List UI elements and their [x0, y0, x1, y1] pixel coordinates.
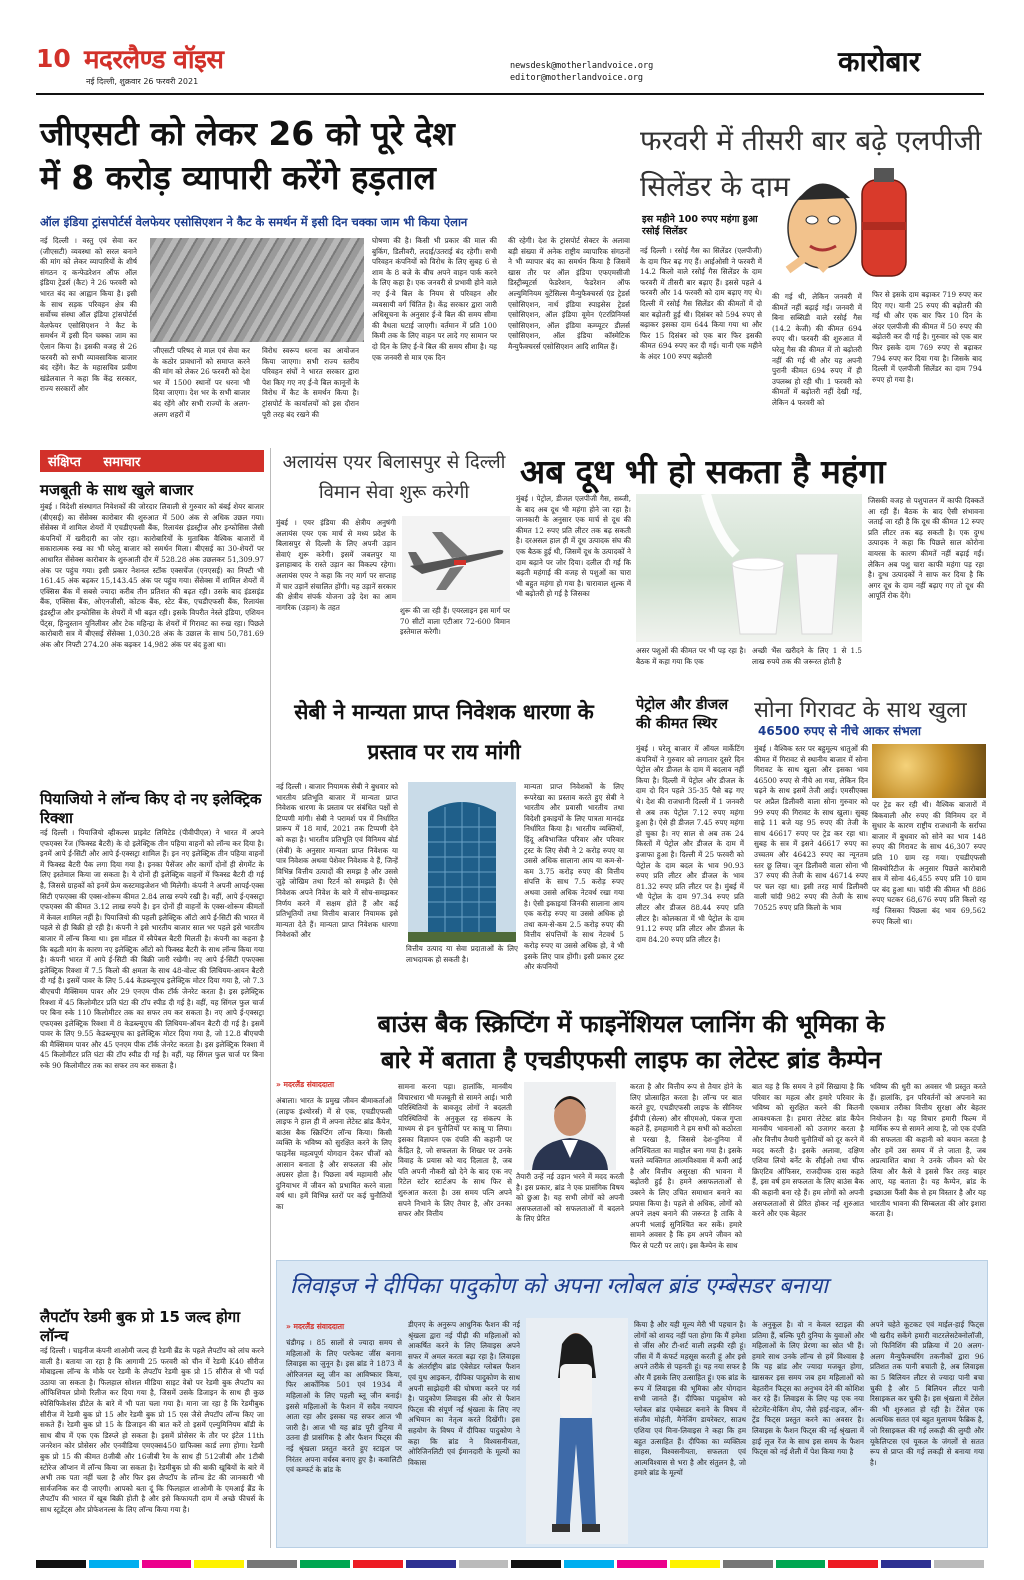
gold-jewellery-photo — [872, 744, 986, 798]
hdfc-column-5: बात यह है कि समय ने हमें सिखाया है कि परिवार का महत्व और हमारे परिवार के भविष्य को सुरक्षित करने की कितनी आवश्यकता है। हमारा लेटेस्ट ब्रांड कैंपेन मानवीय भावनाओं को उजागर करता है और वित्तीय तैयारी चुनौतियों को दूर करने में मदद करती है। इसके अलावा, दक्षिण एशिया लियो बर्नेट के सीईओ तथा चीफ क्रिएटिव ऑफिसर, राजदीपक दास कहते हैं, इस वर्ष हम सफलता के लिए बाउंस बैक की कहानी बना रहे हैं। हम लोगों को अपनी असफलताओं से प्रेरित होकर नई शुरुआत करने और एक बेहतर — [752, 1082, 864, 1219]
column-divider — [270, 448, 271, 1548]
hdfc-headline-line2: बारे में बताता है एचडीएफसी लाइफ का लेटेस्ट ब्रांड कैम्पेन — [380, 1046, 882, 1074]
hdfc-headline-line1: बाउंस बैक स्क्रिप्टिंग में फाइनेंशियल प्लानिंग की भूमिका के — [377, 1010, 885, 1038]
sebi-headline: सेबी ने मान्यता प्राप्त निवेशक धारणा के प्रस्ताव पर राय मांगी — [294, 700, 594, 764]
gst-headline — [40, 112, 630, 200]
levis-column-4: के अनुकूल है। वो न केवल स्टाइल की प्रतिमा हैं, बल्कि पूरी दुनिया के युवाओं और महिलाओं के लिए प्रेरणा का स्रोत भी हैं। हमारे साथ उनके लॉन्च से हमें विश्वास है कि यह ब्रांड और ज्यादा मजबूत होगा, खासकर इस समय जब हम महिलाओं को बेहतरीन फिट्स का अनुभव देने की कोशिश कर रहे हैं। लिवाइस के लिए यह एक नया स्टेटमेंट-मेकिंग शेप, जैसे हाई-राइज, ऑन-ट्रेंड फिट्स प्रस्तुत करने का अवसर है। लिवाइस के फैशन फिट्स की नई श्रृंखला में हाई लूज रेंज के साथ इस समय के फैशन फिट्स को नई शैली में पेश किया गया है — [752, 1320, 864, 1457]
executive-portrait-photo — [524, 1082, 616, 1170]
section-title: कारोबार — [838, 45, 921, 78]
dateline: नई दिल्ली, शुक्रवार 26 फरवरी 2021 — [86, 77, 199, 86]
gold-column-2: पर ट्रेड कर रही थी। वैश्विक बाजारों में बिकवाली और रुपए की विनिमय दर में सुधार के कारण राष्ट्रीय राजधानी के सर्राफा बाजार में बुधवार को सोने का भाव 148 रुपए की गिरावट के साथ 46,307 रुपए प्रति 10 ग्राम रह गया। एचडीएफसी सिक्योरिटीज के अनुसार पिछले कारोबारी सत्र में सोना 46,455 रुपए प्रति 10 ग्राम पर बंद हुआ था। चांदी की कीमत भी 886 रुपए घटकर 68,676 रुपए प्रति किलो रह गई जिसका पिछला बंद भाव 69,562 रुपए किलो था। — [872, 800, 986, 926]
milk-column-2: असर पशुओं की कीमत पर भी पड़ रहा है। बैठक में कहा गया कि एक — [636, 646, 746, 666]
newspaper-brand: मदरलैण्ड वॉइस — [84, 45, 224, 75]
milk-glass-photo — [636, 494, 862, 642]
levis-column-2: डीएनए के अनुरूप आधुनिक फैशन की नई श्रृंखला द्वारा नई पीढ़ी की महिलाओं को आकर्षित करने के लिए लिवाइस अपने सफर में अमल करता बढ़ा रहा है। लिवाइस के अंतर्राष्ट्रीय ब्रांड एंबेसेडर ग्लोबल फैशन एवं युथ आइकन, दीपिका पादुकोण के साथ अपनी साझेदारी की घोषणा करने पर गर्व है। पादुकोण लिवाइस की ओर से फैशन फिट्स की संपूर्ण नई श्रृंखला के लिए नए अभियान का नेतृत्व करते दिखेंगी। इस सहयोग के विषय में दीपिका पादुकोण ने कहा कि ब्रांड ने विश्वसनीयता, ओरिजिनलिटी एवं ईमानदारी के मूल्यों का विकास — [408, 1320, 520, 1467]
levis-column-5: अपने चहेते कूटकट एवं माईल-हाई फिट्स भी खरीद सकेंगे हमारी वाटरलेसटेक्नोलॉजी, जो फिनिशिंग की प्रक्रिया में 20 अलग-अलग मैन्युफैक्चरिंग तकनीकों द्वारा 96 प्रतिशत तक पानी बचाती है, अब लिवाइस का 5 बिलियन लीटर से ज्यादा पानी बचा चुकी है और 5 बिलियन लीटर पानी रिसाइकल कर चुकी है। इस श्रृंखला में टेंसेल की भी शुरुआत हो रही है। टेंसेल एक अत्यधिक सतत एवं बहुत मुलायम फैब्रिक है, जो रिसाइकल की गई लकड़ी की लुग्दी और यूकेलिप्टस एवं यूकल के जंगलों से सतत रूप से प्राप्त की गई लकड़ी से बनाया गया है। — [870, 1320, 984, 1467]
brief-2-body: नई दिल्ली । पियाजियो व्हीकल्स प्राइवेट लिमिटेड (पीवीपीएल) ने भारत में अपने एफएक्स रेंज (फिक्स्ड बैटरी) के दो इलेक्ट्रिक तीन पहिया वाहनों को लॉन्च कर दिया है। इनमें आपे ई-सिटी और आपे ई-एक्सट्रा शामिल हैं। इन नए इलेक्ट्रिक तीन पहिया वाहनों में फिक्स्ड बैटरी पैक लगा दिया गया है। इनका पैसेंजर और कार्गो दोनों ही सेगमेंट के लिए इस्तेमाल किया जा सकता है। ये दोनों ही इलेक्ट्रिक वाहनों में फिक्स्ड बैटरी दी गई है, जिससे ग्राहकों को इनमें फ्रेम कस्टमाइजेशन भी मिलेगी। कंपनी ने अपनी आपई-एक्स सिटी एफएक्स की एक्स-शोरूम कीमत 2.84 लाख रुपये रखी है। वहीं, आपे ई-एक्सट्रा एफएक्स की कीमत 3.12 लाख रुपये है। इन दोनों ही वाहनों के एक्स-शोरूम कीमतों में केवल शामिल नहीं है। पियाजियो की पहली इलेक्ट्रिक ऑटो आपे ई-सिटी की भारत में पहले से ही बिक्री हो रही है। कंपनी ने इसे भारतीय बाजार साल भर पहले इसे भारतीय बाजार में लॉन्च किया था। इस मॉडल में स्वैपेबल बैटरी मिलती है। कंपनी का कहना है कि बढ़ती मांग के कारण नए इलेक्ट्रिक ऑटो को फिक्स्ड बैटरी के साथ लॉन्च किया गया है। कंपनी भारत में आपे ई-सिटी की बिक्री जारी रखेगी। नए आपे ई-सिटी एफएक्स इलेक्ट्रिक रिक्शा में 7.5 किलो की क्षमता के साथ 48-वोल्ट की लिथियम-आयन बैटरी दी गई है। इसमें पावर के लिए 5.44 केडब्ल्यूएच इलेक्ट्रिक मोटर दिया गया है, जो 7.3 बीएचपी मैक्सिमम पावर और 29 एनएम पीक टॉर्क जेनरेट करता है। इस इलेक्ट्रिक रिक्शा में 45 किलोमीटर प्रति घंटा की टॉप स्पीड दी गई है। वहीं, यह सिंगल फुल चार्ज पर बिना रुके 110 किलोमीटर तक का सफर तय कर सकता है। नए आपे ई-एक्सट्रा एफएक्स इलेक्ट्रिक रिक्शा में 8 केडब्ल्यूएच की लिथियम-ऑयन बैटरी दी गई है। इसमें पावर के लिए 9.55 केडब्ल्यूएच का इलेक्ट्रिक मोटर दिया गया है, जो 12.8 बीएचपी की मैक्सिमम पावर और 45 एनएम पीक टॉर्क जेनरेट करता है। इस इलेक्ट्रिक रिक्शा में 45 किलोमीटर प्रति घंटा की टॉप स्पीड दी गई है। वहीं, यह सिंगल फुल चार्ज पर बिना रुके 90 किलोमीटर तक का सफर तय कर सकता है। — [40, 828, 264, 1071]
hdfc-column-2: सामना करना पड़ा। हालांकि, मानवीय विचारधारा भी मजबूती से सामने आई। भारी परिस्थितियों के बावजूद लोगों ने बदलती परिस्थितियों के अनुकूल रह संकल्प के माध्यम से इन चुनौतियों पर काबू पा लिया। इसका विज्ञापन एक दंपति की कहानी पर केंद्रित है, जो सफलता के शिखर पर उनके विवाह के प्रयास को याद दिलाता है, जब पति अपनी नौकरी खो देने के बाद एक नए रिटेल स्टोर स्टार्टअप के साथ फिर से शुरुआत करता है। उस समय पत्नि अपने सपने निभाने के लिए तैयार है, और उनका सफर और वित्तीय — [398, 1082, 512, 1219]
hdfc-column-6: भविष्य की धुरी का अवसर भी प्रस्तुत करते हैं। हालांकि, इन परिवर्तनों को अपनाने का एकमात्र तरीका वित्तीय सुरक्षा और बेहतर नियोजन है। यह विचार हमारी फिल्म में मार्मिक रूप से सामने आया है, जो एक दंपति की सफलता की कहानी को बयान करता है और हमें उस समय में ले जाता है, जब अप्रत्याशित बाधा ने उनके जीवन को घेर लिया और कैसे वे इससे फिर तरह बाहर आए, यह बताता है। यह कैम्पेन, ब्रांड के इच्छाउस फैंसी बैक से हम विस्तार है और यह भारतीय भावना की सिम्बलता की ओर इशारा करता है। — [870, 1082, 986, 1219]
brief-1-body: मुंबई । विदेशी संस्थागत निवेशकों की जोरदार लिवाली से गुरुवार को बंबई शेयर बाजार (बीएसई) का सेंसेक्स कारोबार की शुरुआत में 500 अंक से अधिक उछल गया। सेंसेक्स में शामिल शेयरों में एचडीएफसी बैंक, रिलायंस इंडस्ट्रीज और इन्फोसिस जैसी कंपनियों में खरीदारी का जोर रहा। कारोबारियों के मुताबिक वैश्विक बाजारों में सकारात्मक रुख का भी घरेलू बाजार को समर्थन मिला। बीएसई का 30-शेयरों पर आधारित सेंसेक्स कारोबार के शुरुआती दौर में 528.28 अंक उछलकर 51,309.97 अंक पर पहुंच गया। इसी प्रकार नेशनल स्टॉक एक्सचेंज (एनएसई) का निफ्टी भी 161.45 अंक बढ़कर 15,143.45 अंक पर पहुंच गया। सेंसेक्स में शामिल शेयरों में एक्सिस बैंक में सबसे ज्यादा करीब तीन प्रतिशत की बढ़त रही। उसके बाद इंडसइंड बैंक, एक्सिस बैंक, ओएनजीसी, कोटक बैंक, स्टेट बैंक, एचडीएफसी बैंक, रिलायंस इंडस्ट्रीज और इन्फोसिस के शेयरों में भी बढ़त रही। इसके विपरीत नेस्ले इंडिया, एशियन पेंट्स, हिन्दुस्तान यूनिलीवर और टेक महिन्द्रा के शेयरों में गिरावट का रुख रहा। पिछले कारोबारी सत्र में बीएसई सेंसेक्स 1,030.28 अंक के उछाल के साथ 50,781.69 अंक और निफ्टी 274.20 अंक बढ़कर 14,982 अंक पर बंद हुआ था। — [40, 502, 264, 649]
milk-column-4: जिसकी वजह से पशुपालन में काफी दिक्कतें आ रही हैं। बैठक के बाद ऐसी संभावना जताई जा रही है कि दूध की कीमत 12 रुपए प्रति लीटर तक बढ़ सकती है। एक दुग्ध उत्पादक ने कहा कि पिछले साल कोरोना वायरस के कारण कीमतें नहीं बढ़ाई गईं। लेकिन अब पशु चारा काफी महंगा पड़ रहा है। दुग्ध उत्पादकों ने साफ कर दिया है कि अगर दूध के दाम नहीं बढ़ाए गए तो दूध की आपूर्ति रोक देंगे। — [868, 496, 984, 601]
gst-column-1: नई दिल्ली । वस्तु एवं सेवा कर (जीएसटी) व्यवस्था को सरल बनाने की मांग को लेकर व्यापारियों के शीर्ष संगठन द कन्फेडरेशन ऑफ ऑल इंडिया ट्रेडर्स (कैट) ने 26 फरवरी को भारत बंद का आह्वान किया है। इसी के साथ सड़क परिवहन क्षेत्र की सर्वोच्च संस्था ऑल इंडिया ट्रांसपोर्टर्स वेलफेयर एसोसिएशन ने कैट के समर्थन में इसी दिन चक्का जाम का ऐलान किया है। इसकी वजह से 26 फरवरी को सभी व्यावसायिक बाजार बंद रहेंगे। कैट के महासचिव प्रवीण खंडेलवाल ने कहा कि केंद्र सरकार, राज्य सरकारों और — [40, 236, 137, 394]
levis-column-1: चंडीगढ़ । 85 सालों से ज्यादा समय से महिलाओं के लिए परफेक्ट जींस बनाना लिवाइस का जुनून है। इस ब्रांड ने 1873 में ओरिजनल ब्लू जीन का आविष्कार किया, फिर आर्कोनिक 501 एवं 1934 में महिलाओं के लिए पहली ब्लू जीन बनाई। इससे महिलाओं के फैशन में सदैव नयापन आता रहा और इसका यह सफर आज भी जारी है। आज भी यह ब्रांड पूरी दुनिया में उतना ही प्रासंगिक है और फैशन फिट्स की नई श्रृंखला प्रस्तुत करते हुए स्टाइल पर निरंतर अपना वर्चस्व बनाए हुए है। कवालिटी एवं कम्फर्ट के ब्रांड के — [286, 1338, 402, 1475]
lpg-headline: फरवरी में तीसरी बार बढ़े एलपीजी सिलेंडर के दाम — [640, 124, 982, 203]
hdfc-headline — [276, 1006, 986, 1078]
news-tag-label: समाचार — [103, 455, 141, 470]
closed-market-photo — [150, 238, 364, 342]
gst-column-4: घोषणा की है। किसी भी प्रकार की माल की बुकिंग, डिलीवरी, लदाई/उतराई बंद रहेगी। सभी परिवहन कंपनियों को विरोध के लिए सुबह 6 से शाम के 8 बजे के बीच अपने वाहन पार्क करने के लिए कहा है। एक जनवरी से प्रभावी होने वाले नए ई-वे बिल के नियम से परिवहन और व्यवसायी वर्ग चिंतित है। केंद्र सरकार द्वारा जारी अधिसूचना के अनुसार ई-वे बिल की समय सीमा की वैधता घटाई जाएगी। वर्तमान में प्रति 100 किमी तक के लिए वाहन पर लादे गए सामान पर दो दिन के लिए ई-वे बिल की समय सीमा है। यह एक जनवरी से मात्र एक दिन — [372, 236, 497, 362]
gst-column-5: की रहेगी। देश के ट्रांसपोर्ट सेक्टर के अलावा बड़ी संख्या में अनेक राष्ट्रीय व्यापारिक संगठनों ने भी व्यापार बंद का समर्थन किया है जिसमें खास तौर पर ऑल इंडिया एफएमसीजी डिस्ट्रीब्यूटर्स फेडरेशन, फेडरेशन ऑफ अल्युमिनियम यूटेंसिल्स मैन्युफैक्चरर्स एंड ट्रेडर्स एसोसिएशन, नार्थ इंडिया स्पाइसेस ट्रेडर्स एसोसिएशन, ऑल इंडिया वूमेन एंटरप्रिनियर्स एसोसिएशन, ऑल इंडिया कम्प्यूटर डीलर्स एसोसिएशन, ऑल इंडिया कॉस्मेटिक मैन्युफैक्चरर्स एसोसिएशन आदि शामिल हैं। — [508, 236, 630, 351]
contact-emails — [510, 60, 653, 84]
gst-column-3: विरोध स्वरूप धरना का आयोजन किया जाएगा। सभी राज्य स्तरीय परिवहन संघों ने भारत सरकार द्वारा पेश किए गए नए ई-वे बिल कानूनों के विरोध में कैट के समर्थन किया है। ट्रांसपोर्ट के कार्यालयों को इस दौरान पूरी तरह बंद रखने की — [262, 346, 359, 419]
lpg-column-3: फिर से इसके दाम बढ़ाकर 719 रुपए कर दिए गए। यानी 25 रुपए की बढ़ोतरी की गई थी और एक बार फिर 10 दिन के अंदर एलपीजी की कीमत में 50 रुपए की बढ़ोतरी कर दी गई है। गुरुवार को एक बार फिर इसके दाम 769 रुपए से बढ़ाकर 794 रुपए कर दिया गया है। जिसके बाद दिल्ली में एलपीजी सिलेंडर का दाम 794 रुपए हो गया है। — [872, 290, 982, 384]
brief-tag-label: संक्षिप्त — [48, 455, 81, 470]
brief-3-heading: लैपटॉप रेडमी बुक प्रो 15 जल्द होगा लॉन्च — [40, 1308, 241, 1345]
alliance-air-headline: अलायंस एयर बिलासपुर से दिल्ली विमान सेवा शुरू करेगी — [282, 452, 506, 503]
sebi-column-2: वित्तीय उत्पाद या सेवा प्रदाताओं के लिए लाभदायक हो सकती है। — [406, 944, 518, 964]
gold-headline: सोना गिरावट के साथ खुला — [754, 698, 967, 723]
gold-subheadline: 46500 रुपए से नीचे आकर संभला — [758, 724, 921, 738]
gst-headline-line1: जीएसटी को लेकर 26 को पूरे देश — [40, 114, 455, 153]
hdfc-byline: » मदरलैंड संवाददाता — [276, 1080, 335, 1089]
milk-column-3: अच्छी भैंस खरीदने के लिए 1 से 1.5 लाख रुपये तक की जरूरत होती है — [752, 646, 862, 666]
gst-headline-line2: में 8 करोड़ व्यापारी करेंगे हड़ताल — [40, 158, 436, 197]
hdfc-column-1: अंबाला। भारत के प्रमुख जीवन बीमाकर्ताओं (लाइफ इंश्योरर्स) में से एक, एचडीएफसी लाइफ ने हाल ही में अपना लेटेस्ट ब्रांड कैंपेन, बाउंस बैक स्क्रिप्टिंग लॉन्च किया। किसी व्यक्ति के भविष्य को सुरक्षित करने के लिए फाइनेंस महत्वपूर्ण योगदान देकर चीजों को आसान बनाता है और सफलता की ओर अग्रसर होता है। पिछला वर्ष महामारी और दुनियाभर में जीवन को प्रभावित करने वाला वर्ष था। हमें विभिन्न स्तरों पर कई चुनौतियों का — [276, 1096, 392, 1211]
levis-byline: » मदरलैंड संवाददाता — [286, 1322, 345, 1331]
sebi-column-3: मान्यता प्राप्त निवेशकों के लिए रूपरेखा का प्रस्ताव करते हुए सेबी ने भारतीय और प्रवासी भारतीय तथा विदेशी इकाइयों के लिए पात्रता मानदंड निर्धारित किया है। भारतीय व्यक्तियों, हिंदू अविभाजित परिवार और परिवार ट्रस्ट के लिए सेबी ने 2 करोड़ रुपए या उससे अधिक सालाना आय या कम-से-कम 3.75 करोड़ रुपए की वित्तीय संपत्ति के साथ 7.5 करोड़ रुपए अथवा उससे अधिक नेटवर्थ रखा गया है। ऐसी इकाइयां जिनकी सालाना आय एक करोड़ रुपए या उससे अधिक हो तथा कम-से-कम 2.5 करोड़ रुपए की वित्तीय संपत्तियों के साथ नेटवर्थ 5 करोड़ रुपए या उससे अधिक हो, वे भी इसके लिए पात्र होंगी। इसी प्रकार ट्रस्ट और कंपनियों — [524, 782, 624, 972]
lpg-column-2: की गई थी, लेकिन जनवरी में कीमतें नहीं बढ़ाई गईं। जनवरी में बिना सब्सिडी वाले रसोई गैस (14.2 केजी) की कीमत 694 रुपए थी। फरवरी की शुरुआत में घरेलू गैस की कीमत में तो बढ़ोतरी नहीं की गई थी और यह अपनी पुरानी कीमत 694 रुपए में ही उपलब्ध हो रही थी। 1 फरवरी को कीमतों में बढ़ोतरी नहीं देखी गई, लेकिन 4 फरवरी को — [772, 292, 862, 407]
gst-subheadline: ऑल इंडिया ट्रांसपोर्टर्स वेलफेयर एसोसिएशन ने कैट के समर्थन में इसी दिन चक्का जाम भी किया ऐलान — [40, 215, 468, 229]
sebi-column-1: नई दिल्ली । बाजार नियामक सेबी ने बुधवार को भारतीय प्रतिभूति बाजार में मान्यता प्राप्त निवेशक धारणा के प्रस्ताव पर संबंधित पक्षों से टिप्पणी मांगी। सेबी ने परामर्श पत्र में निर्धारित प्रारूप में 18 मार्च, 2021 तक टिप्पणी देने को कहा है। भारतीय प्रतिभूति एवं विनिमय बोर्ड (सेबी) के अनुसार मान्यता प्राप्त निवेशक या पात्र निवेशक अथवा पेशेवर निवेशक वे हैं, जिन्हें विभिन्न वित्तीय उत्पादों की समझ है और उससे जुड़े जोखिम तथा रिटर्न को समझते हैं। ऐसे निवेशक अपने निवेश के बारे में सोच-समझकर निर्णय करने में सक्षम होते हैं और कई प्रतिभूतियों तथा वित्तीय बाजार नियामक इसे मान्यता देते हैं। मान्यता प्राप्त निवेशक धारणा निवेशकों और — [276, 782, 398, 940]
brief-2-heading: पियाजियो ने लॉन्च किए दो नए इलेक्ट्रिक रिक्शा — [40, 790, 262, 827]
lpg-cylinder-illustration — [770, 158, 920, 288]
lpg-subheadline: इस महीने 100 रुपए महंगा हुआ रसोई सिलेंडर — [642, 214, 758, 237]
levis-headline: लिवाइज ने दीपिका पादुकोण को अपना ग्लोबल ब्रांड एम्बेसडर बनाया — [290, 1274, 828, 1299]
petrol-body: मुंबई । घरेलू बाजार में ऑयल मार्केटिंग कंपनियों ने गुरुवार को लगातार दूसरे दिन पेट्रोल और डीजल के दाम में बदलाव नहीं किया है। दिल्ली में पेट्रोल और डीजल के दाम दो दिन पहले 35-35 पैसे बढ़ गए थे। देश की राजधानी दिल्ली में 1 जनवरी से अब तक पेट्रोल 7.12 रुपए महंगा हुआ है। ऐसे ही डीजल 7.45 रुपए महंगा हो चुका है। नए साल से अब तक 24 किस्तों में पेट्रोल और डीजल के दाम में इजाफा हुआ है। दिल्ली में 25 फरवरी को पेट्रोल के दाम बदल के भाव 90.93 रुपए प्रति लीटर और डीजल के भाव 81.32 रुपए प्रति लीटर पर है। मुंबई में भी पेट्रोल के दाम 97.34 रुपए प्रति लीटर और डीजल 88.44 रुपए प्रति लीटर है। कोलकाता में भी पेट्रोल के दाम 91.12 रुपए प्रति लीटर और डीजल के दाम 84.20 रुपए प्रति लीटर है। — [636, 744, 744, 944]
alliance-air-column-2: शुरू की जा रही हैं। एयरलाइन इस मार्ग पर 70 सीटों वाला एटीआर 72-600 विमान इस्तेमाल करेगी। — [400, 606, 510, 637]
print-color-bar — [36, 1560, 984, 1568]
alliance-air-column-1: मुंबई । एयर इंडिया की क्षेत्रीय अनुषंगी अलायंस एयर एक मार्च से मध्य प्रदेश के बिलासपुर से दिल्ली के लिए अपनी उड़ान सेवाएं शुरू करेगी। इसमें जबलपुर या इलाहाबाद के रास्ते उड़ान का विकल्प रहेगा। अलायंस एयर ने कहा कि नए मार्ग पर सप्ताह में चार उड़ानें संचालित होंगी। यह उड़ानें सरकार की क्षेत्रीय संपर्क योजना उड़े देश का आम नागरिक (उड़ान) के तहत — [276, 518, 396, 612]
milk-column-1: मुंबई । पेट्रोल, डीजल एलपीजी गैस, सब्जी, के बाद अब दूध भी महंगा होने जा रहा है। जानकारी के अनुसार एक मार्च से दूध की कीमत 12 रुपए प्रति लीटर तक बढ़ सकती है। दरअसल हाल ही में दूध उत्पादक संघ की एक बैठक हुई थी, जिसमें दूध के उत्पादकों ने दाम बढ़ाने पर जोर दिया। दलील दी गई कि बढ़ती महंगाई की वजह से पशुओं का चारा भी बहुत महंगा हो गया है। चारावाल शुल्क में भी बढ़ोतरी हो गई है जिसका — [516, 494, 631, 599]
editor-email[interactable]: editor@motherlandvoice.org — [510, 73, 644, 83]
gst-column-2: जीएसटी परिषद से माल एवं सेवा कर के कठोर प्रावधानों को समाप्त करने की मांग को लेकर 26 फरवरी को देश भर में 1500 स्थानों पर धरना भी दिया जाएगा। देश भर के सभी बाजार बंद रहेंगे और सभी राज्यों के अलग-अलग शहरों में — [153, 346, 250, 419]
levis-column-3: किया है और यही मूल्य मेरी भी पहचान है। लोगों को शायद नहीं पता होगा कि मैं हमेशा से जींस और टी-शर्ट वाली लड़की रही हूं। जींस में मैं कंफर्ट महसूस करती हूं और इसे अपने तरीके से पहनती हूं। यह नया सफर है और मैं इसके लिए उत्साहित हूं। एक ब्रांड के रूप में लिवाइस की भूमिका और योगदान सभी जानते हैं। दीपिका पादुकोण को ग्लोबल ब्रांड एम्बेसडर बनाने के विषय में संजीव मोहंती, मैनेजिंग डायरेक्टर, साउथ एशिया एवं मिना-लिवाइस ने कहा कि हम बहुत उत्साहित हैं। दीपिका का व्यक्तित्व साहस, विश्वसनीयता, सफलता एवं आत्मविश्वास से भरा है और संतुलन है, जो हमारे ब्रांड के मूल्यों — [634, 1320, 746, 1478]
petrol-headline: पेट्रोल और डीजल की कीमत स्थिर — [636, 697, 729, 732]
hdfc-column-4: करता है और वित्तीय रूप से तैयार होने के लिए प्रोत्साहित करता है। लॉन्च पर बात करते हुए, एचडीएफसी लाइफ के सीनियर ईवीपी (सेल्स) और सीएमओ, पंकज गुप्ता कहते हैं, हमहामारी ने हम सभी को कठोरता से परखा है, जिससे देश-दुनिया में अनिश्चितता का माहौल बना गया है। इसके चलते व्यक्तिगत आत्मविश्वास में कमी आई है और वित्तीय असुरक्षा की भावना में बढ़ोतरी हुई है। हमने असफलताओं से उबरने के लिए उचित समाधान बनाने का प्रयास किया है। पहले से अधिक, लोगों को अपने लक्ष्य बनाने की जरूरत है ताकि वे अपनी भलाई सुनिश्चित कर सकें। हमारे सामने अवसर है कि हम अपने जीवन को फिर से पटरी पर लाएं। इस कैम्पेन के साथ — [630, 1082, 742, 1250]
airplane-photo — [402, 516, 510, 602]
brief-3-body: नई दिल्ली । चाइनीज कंपनी शाओमी जल्द ही रेडमी ब्रैंड के पहले लैपटॉप को लांच करने वाली है। बताया जा रहा है कि आगामी 25 फरवरी को चीन में रेडमी K40 सीरीज मोबाइल्स लॉन्च के मौके पर रेडमी के लैपटॉप रेडमी बुक प्रो 15 सीरीज से भी पर्दा उठाया जा सकता है। फिलहाल सोशल मीडिया साइट वेबो पर रेडमी बुक लैपटॉप का ऑफिशियल प्रोमो रिलीज कर दिया गया है, जिसमें उसके डिजाइन के साथ ही कुछ स्पेसिफिकेशंस डीटेल के बारे में भी पता चला गया है। माना जा रहा है कि रेडमीबुक सीरीज में रेडमी बुक प्रो 15 और रेडमी बुक प्रो 15 एस जैसे लैपटॉप लॉन्च किए जा सकते हैं। रेडमी बुक प्रो 15 के डिजाइन की बात करें तो इसमें एल्युमिनियम बॉडी के साथ बीच में एक एक डिस्प्ले हो सकता है। इसमें प्रोसेसर के तौर पर इंटेल 11th जनरेशन कोर प्रोसेसर और एनवीडिया एमएक्स450 ग्राफिक्स कार्ड लगा होगा। रेडमी बुक प्रो 15 की कीमत 8जीबी और 16जीबी रैम के साथ ही 512जीबी और 1टीबी स्टोरेज ऑप्शन में लॉन्च किया जा सकता है। रेडमीबुक प्रो की बाकी खूबियों के बारे में अभी तक पता नहीं चला है और फिर इस लैपटॉप के लॉन्च डेट की जानकारी भी सार्वजनिक कर दी जाएगी। आपको बता दूं कि फिलहाल शाओमी के एमआई ब्रैंड के लैपटॉप की भारत में खूब बिक्री होती है और इसे किफायती दाम में अच्छे फीचर्स के साथ स्टूडेंट्स और प्रोफेशनल्स के लिए लॉन्च किया गया है। — [40, 1346, 264, 1514]
hdfc-column-3: तैयारी उन्हें नई उड़ान भरने में मदद करती है। इस प्रकार, ब्रांड ने एक प्रासंगिक विषय को छुआ है। यह सभी लोगों को अपनी असफलताओं को सफलताओं में बदलने के लिए प्रेरित — [516, 1172, 624, 1224]
lpg-column-1: नई दिल्ली । रसोई गैस का सिलेंडर (एलपीजी) के दाम फिर बढ़ गए हैं। आईओसी ने फरवरी में 14.2 किलो वाले रसोई गैस सिलेंडर के दाम फरवरी में तीसरी बार बढ़ाए हैं। इससे पहले 4 फरवरी और 14 फरवरी को दाम बढ़ाए गए थे। दिल्ली में रसोई गैस सिलेंडर की कीमतों में दो बार बढ़ोतरी हुई थी। दिसंबर को 594 रुपए से बढ़ाकर इसका दाम 644 किया गया था और फिर 15 दिसंबर को एक बार फिर इसकी कीमत 694 रुपए कर दी गई। यानी एक महीने के अंदर 100 रुपए बढ़ोतरी — [640, 246, 762, 361]
model-photo — [526, 1318, 628, 1544]
page-number: 10 — [36, 44, 71, 73]
masthead-rule — [36, 93, 984, 95]
newsdesk-email[interactable]: newsdesk@motherlandvoice.org — [510, 61, 654, 71]
gold-column-1: मुंबई । वैश्विक स्तर पर बहुमूल्य धातुओं की कीमत में गिरावट से स्थानीय बाजार में सोना गिरावट के साथ खुला और इसका भाव 46500 रुपए से नीचे आ गया, लेकिन दिन चढ़ने के साथ इसमें तेजी आई। एमसीएक्स पर अप्रैल डिलीवरी वाला सोना गुरुवार को 99 रुपए की गिरावट के साथ खुला। सुबह साढ़े 11 बजे यह 95 रुपए की तेजी के साथ 46617 रुपए पर ट्रेड कर रहा था। सुबह के सत्र में इसने 46617 रुपए का उच्चतम और 46423 रुपए का न्यूनतम स्तर छू लिया। जून डिलीवरी वाला सोना भी 37 रुपए की तेजी के साथ 46714 रुपए पर चल रहा था। इसी तरह मार्च डिलीवरी वाली चांदी 982 रुपए की तेजी के साथ 70525 रुपए प्रति किलो के भाव — [754, 744, 868, 912]
brief-news-tag — [40, 450, 264, 472]
sebi-building-photo — [408, 782, 516, 942]
milk-headline: अब दूध भी हो सकता है महंगा — [520, 452, 886, 491]
brief-1-heading: मजबूती के साथ खुले बाजार — [40, 481, 194, 499]
